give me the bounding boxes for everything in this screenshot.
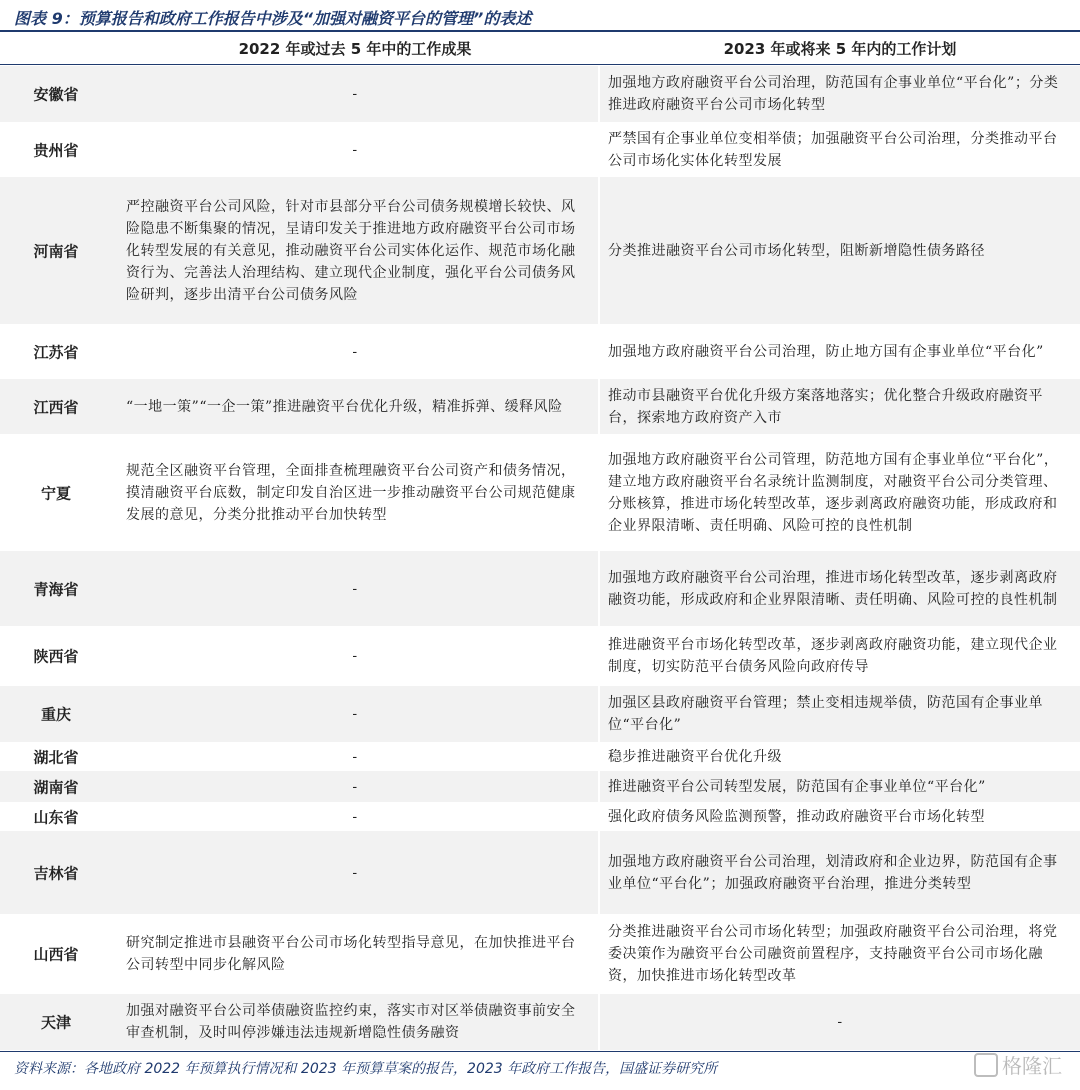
province-name: 山西省 [33,945,79,964]
future-plans-cell: 加强区县政府融资平台管理；禁止变相违规举债，防范国有企事业单位“平台化” [608,695,1043,733]
past-results-cell: 规范全区融资平台管理，全面排查梳理融资平台公司资产和债务情况，摸清融资平台底数，制定印发自治区进一步推动融资平台公司规范健康发展的意见，分类分批推动平台加快转型 [126,463,576,523]
future-plans-cell: 严禁国有企事业单位变相举债；加强融资平台公司治理，分类推动平台公司市场化实体化转型发展 [608,131,1058,169]
page-title: 图表 9：预算报告和政府工作报告中涉及“加强对融资平台的管理”的表述 [14,9,532,28]
future-plans-cell: 推动市县融资平台优化升级方案落地落实；优化整合升级政府融资平台，探索地方政府资产入市 [608,388,1043,426]
watermark-logo-icon [974,1053,998,1077]
table-row [0,324,1080,379]
table-row [0,771,1080,802]
future-plans-cell: 强化政府债务风险监测预警，推动政府融资平台市场化转型 [608,809,985,825]
past-results-cell: - [352,142,358,158]
past-results-cell: - [352,86,358,102]
past-results-cell: - [352,648,358,664]
province-name: 江西省 [33,398,79,416]
future-plans-cell: - [837,1014,843,1030]
province-name: 湖南省 [33,778,79,796]
table-row [0,802,1080,831]
table-row [0,831,1080,914]
table-row [0,742,1080,771]
table-row [0,626,1080,686]
past-results-cell: 严控融资平台公司风险，针对市县部分平台公司债务规模增长较快、风险隐患不断集聚的情况，呈请印发关于推进地方政府融资平台公司市场化转型发展的有关意见，推动融资平台公司实体化运作、规范市场化融资行为、完善法人治理结构、建立现代企业制度，强化平台公司债务风险研判，逐步出清平台公司债务风险 [126,199,576,303]
future-plans-cell: 加强地方政府融资平台公司治理，划清政府和企业边界，防范国有企事业单位“平台化”；加强政府融资平台治理，推进分类转型 [608,854,1058,892]
future-plans-cell: 分类推进融资平台公司市场化转型；加强政府融资平台公司治理，将党委决策作为融资平台公司融资前置程序，支持融资平台公司市场化融资，加快推进市场化转型改革 [608,924,1058,984]
watermark [974,1050,1062,1079]
header-past-results: 2022 年或过去 5 年中的工作成果 [238,40,472,58]
province-name: 湖北省 [33,748,79,766]
future-plans-cell: 推进融资平台市场化转型改革，逐步剥离政府融资功能，建立现代企业制度，切实防范平台债务风险向政府传导 [608,637,1058,675]
future-plans-cell: 稳步推进融资平台优化升级 [608,749,782,765]
province-name: 宁夏 [40,484,71,502]
future-plans-cell: 推进融资平台公司转型发展，防范国有企事业单位“平台化” [608,779,986,795]
table-row [0,686,1080,742]
table-row [0,434,1080,551]
future-plans-cell: 加强地方政府融资平台公司管理，防范地方国有企事业单位“平台化”，建立地方政府融资平台名录统计监测制度，对融资平台公司分类管理、分账核算，推进市场化转型改革，逐步剥离政府融资功能，形成政府和企业界限清晰、责任明确、风险可控的良性机制 [608,452,1059,534]
province-name: 陕西省 [33,647,79,666]
past-results-cell: - [352,706,358,722]
past-results-cell: “一地一策”“一企一策”推进融资平台优化升级，精准拆弹、缓释风险 [126,399,563,415]
table-row [0,994,1080,1050]
table-row [0,379,1080,434]
past-results-cell: - [352,865,358,881]
source-note: 资料来源：各地政府 2022 年预算执行情况和 2023 年预算草案的报告，2023 年政府工作报告，国盛证券研究所 [14,1061,718,1077]
table-row [0,122,1080,177]
watermark-text: 格隆汇 [1002,1054,1062,1078]
future-plans-cell: 加强地方政府融资平台公司治理，防范国有企事业单位“平台化”；分类推进政府融资平台公司市场化转型 [608,75,1059,113]
province-name: 贵州省 [33,141,79,159]
table-row [0,66,1080,122]
header-rule [0,64,1080,65]
table-row [0,914,1080,994]
future-plans-cell: 分类推进融资平台公司市场化转型，阻断新增隐性债务路径 [608,243,985,259]
header-future-plans: 2023 年或将来 5 年内的工作计划 [723,40,957,58]
province-name: 重庆 [40,705,71,724]
bottom-rule [0,1051,1080,1052]
province-name: 天津 [40,1013,71,1032]
province-name: 山东省 [33,808,79,826]
past-results-cell: - [352,344,358,360]
past-results-cell: 研究制定推进市县融资平台公司市场化转型指导意见，在加快推进平台公司转型中同步化解风险 [126,935,576,973]
past-results-cell: - [352,749,358,765]
province-name: 河南省 [33,242,79,260]
table-row [0,177,1080,324]
past-results-cell: - [352,809,358,825]
province-name: 吉林省 [33,864,79,882]
province-name: 江苏省 [33,343,79,361]
past-results-cell: 加强对融资平台公司举债融资监控约束，落实市对区举债融资事前安全审查机制，及时叫停涉嫌违法违规新增隐性债务融资 [126,1003,576,1041]
province-name: 安徽省 [33,85,79,104]
table-row [0,551,1080,626]
table-header [0,32,1080,64]
future-plans-cell: 加强地方政府融资平台公司治理，防止地方国有企事业单位“平台化” [608,344,1044,360]
province-name: 青海省 [33,580,79,598]
future-plans-cell: 加强地方政府融资平台公司治理，推进市场化转型改革，逐步剥离政府融资功能，形成政府和企业界限清晰、责任明确、风险可控的良性机制 [608,570,1058,608]
past-results-cell: - [352,581,358,597]
past-results-cell: - [352,779,358,795]
